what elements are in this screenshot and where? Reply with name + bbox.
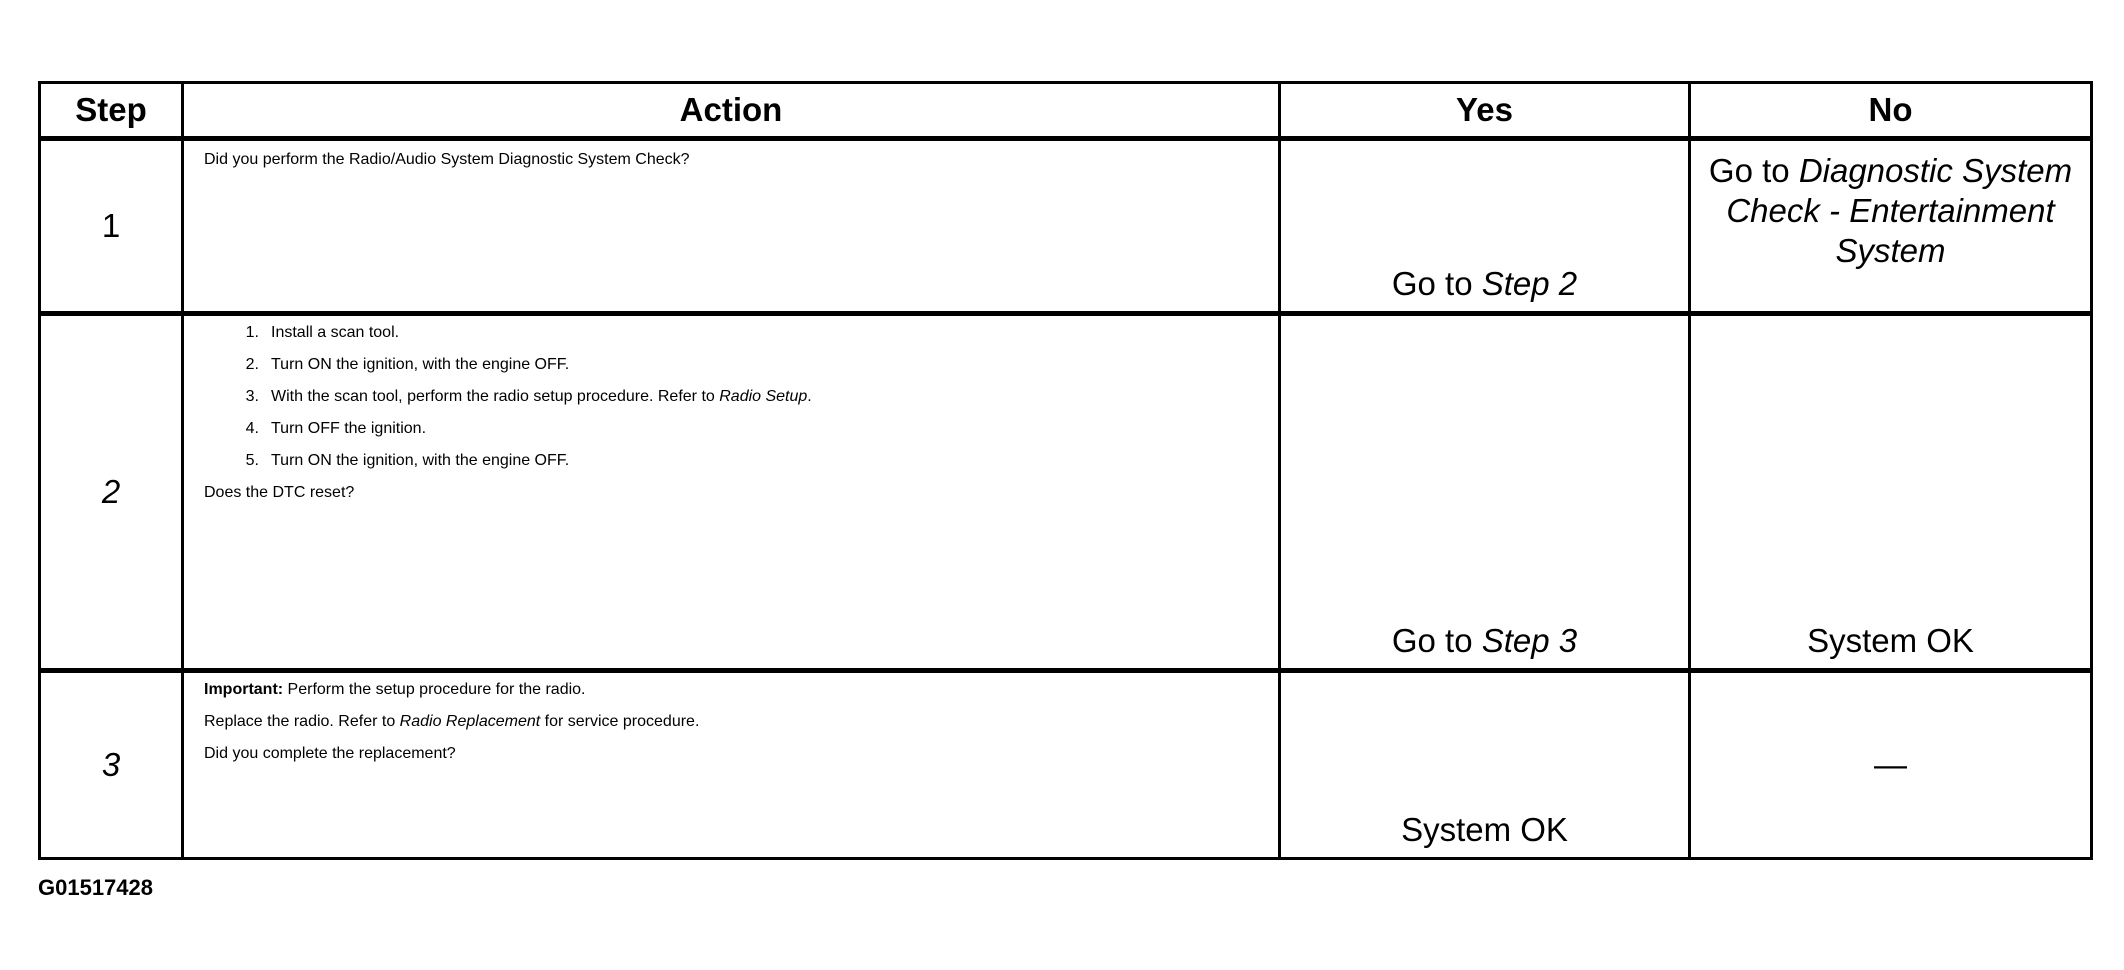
- radio-setup-link[interactable]: Radio Setup: [719, 388, 808, 405]
- table-row: [40, 671, 2092, 859]
- step-number: 1: [40, 139, 183, 314]
- list-item: 2. Turn ON the ignition, with the engine OFF.: [245, 356, 570, 373]
- no-cell: Go to Diagnostic System Check - Entertainment System: [1708, 152, 2073, 269]
- yes-cell: Go to Step 2: [1391, 265, 1578, 302]
- figure-id: G01517428: [38, 875, 153, 900]
- action-content: [184, 316, 1278, 512]
- question-text: Does the DTC reset?: [204, 484, 355, 501]
- list-item: 3. With the scan tool, perform the radio setup procedure. Refer to Radio Setup.: [245, 388, 812, 405]
- header-action: Action: [183, 83, 1280, 139]
- header-step: Step: [40, 83, 183, 139]
- action-text: Did you perform the Radio/Audio System Diagnostic System Check?: [204, 151, 690, 168]
- yes-cell: System OK: [1401, 811, 1568, 848]
- radio-replacement-link[interactable]: Radio Replacement: [399, 713, 541, 730]
- header-row: [40, 83, 2092, 139]
- no-cell: —: [1874, 746, 1907, 783]
- list-item: 4. Turn OFF the ignition.: [245, 420, 427, 437]
- table-row: [40, 314, 2092, 671]
- yes-cell: Go to Step 3: [1391, 622, 1578, 659]
- no-cell: System OK: [1807, 622, 1974, 659]
- list-item: 5. Turn ON the ignition, with the engine OFF.: [245, 452, 570, 469]
- step-number: 3: [40, 671, 183, 859]
- diagnostic-check-link[interactable]: Diagnostic System Check - Entertainment System: [1726, 152, 2073, 269]
- procedure-list: [204, 324, 1262, 470]
- important-note: Important: Perform the setup procedure for the radio.: [204, 681, 586, 698]
- action-content: [184, 673, 1278, 773]
- diagnostic-table: [38, 81, 2093, 860]
- header-no: No: [1690, 83, 2092, 139]
- step-link[interactable]: Step 2: [1481, 265, 1578, 302]
- step-link[interactable]: Step 3: [1481, 622, 1578, 659]
- list-item: 1. Install a scan tool.: [245, 324, 400, 341]
- replace-instruction: Replace the radio. Refer to Radio Replacement for service procedure.: [204, 713, 700, 730]
- header-yes: Yes: [1280, 83, 1690, 139]
- step-number: 2: [40, 314, 183, 671]
- question-text: Did you complete the replacement?: [204, 745, 456, 762]
- table-row: [40, 139, 2092, 314]
